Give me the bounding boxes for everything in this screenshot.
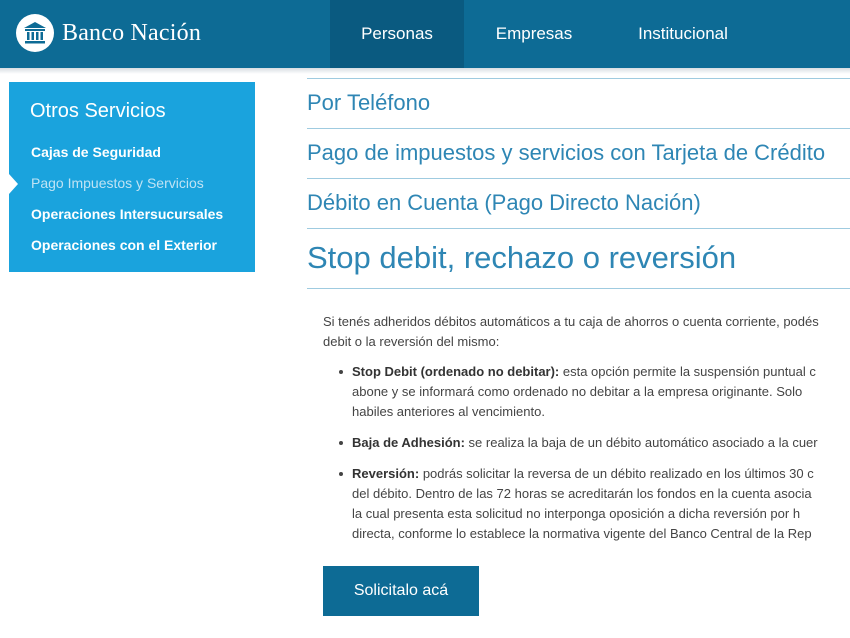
active-item-caret-icon <box>9 174 18 194</box>
intro-line: Si tenés adheridos débitos automáticos a tu caja de ahorros o cuenta corriente, podés <box>323 314 819 329</box>
bullet-text: podrás solicitar la reversa de un débito realizado en los últimos 30 c <box>419 466 814 481</box>
list-item-reversion <box>352 464 814 544</box>
bullet-text: la cual presenta esta solicitud no interponga oposición a dicha reversión por h <box>352 506 801 521</box>
list-item-baja-adhesion <box>352 433 818 453</box>
bullet-term: Reversión: <box>352 466 420 481</box>
bullet-icon <box>339 370 343 374</box>
bullet-term: Baja de Adhesión: <box>352 435 465 450</box>
accordion-item-debito-en-cuenta[interactable]: Débito en Cuenta (Pago Directo Nación) <box>307 190 701 215</box>
sidebar-item-operaciones-intersucursales[interactable]: Operaciones Intersucursales <box>31 206 224 222</box>
divider <box>307 78 850 79</box>
bank-building-icon <box>16 14 54 52</box>
bullet-icon <box>339 472 343 476</box>
sidebar-title: Otros Servicios <box>30 100 166 122</box>
brand-logo[interactable] <box>16 14 201 52</box>
bullet-text: se realiza la baja de un débito automático asociado a la cuer <box>464 435 818 450</box>
sidebar-item-pago-impuestos[interactable]: Pago Impuestos y Servicios <box>31 175 204 191</box>
solicitalo-button[interactable]: Solicitalo acá <box>323 566 479 616</box>
bullet-text: esta opción permite la suspensión puntual c <box>559 364 816 379</box>
top-navigation-bar <box>0 0 850 68</box>
divider <box>307 288 850 289</box>
intro-line: debit o la reversión del mismo: <box>323 334 500 349</box>
bullet-text: habiles anteriores al vencimiento. <box>352 404 545 419</box>
list-item-stop-debit <box>352 362 816 422</box>
bullet-icon <box>339 441 343 445</box>
sidebar-menu <box>9 82 255 272</box>
divider <box>307 128 850 129</box>
bullet-text: abone y se informará como ordenado no debitar a la empresa originante. Solo <box>352 384 803 399</box>
tab-empresas[interactable]: Empresas <box>495 24 573 43</box>
bullet-text: directa, conforme lo establece la normativa vigente del Banco Central de la Rep <box>352 526 812 541</box>
bullet-text: del débito. Dentro de las 72 horas se acreditarán los fondos en la cuenta asocia <box>352 486 812 501</box>
sidebar-item-cajas-de-seguridad[interactable]: Cajas de Seguridad <box>31 144 161 160</box>
accordion-item-por-telefono[interactable]: Por Teléfono <box>307 90 431 115</box>
divider <box>307 228 850 229</box>
accordion-item-pago-tarjeta[interactable]: Pago de impuestos y servicios con Tarjeta de Crédito <box>307 140 826 165</box>
brand-name: Banco Nación <box>62 19 202 46</box>
tab-personas[interactable]: Personas <box>330 0 464 68</box>
sidebar-item-operaciones-exterior[interactable]: Operaciones con el Exterior <box>31 237 217 253</box>
header-shadow <box>0 68 850 74</box>
intro-paragraph <box>323 312 850 352</box>
tab-institucional[interactable]: Institucional <box>638 24 728 43</box>
bullet-term: Stop Debit (ordenado no debitar): <box>352 364 560 379</box>
divider <box>307 178 850 179</box>
accordion-item-stop-debit[interactable]: Stop debit, rechazo o reversión <box>307 240 737 275</box>
